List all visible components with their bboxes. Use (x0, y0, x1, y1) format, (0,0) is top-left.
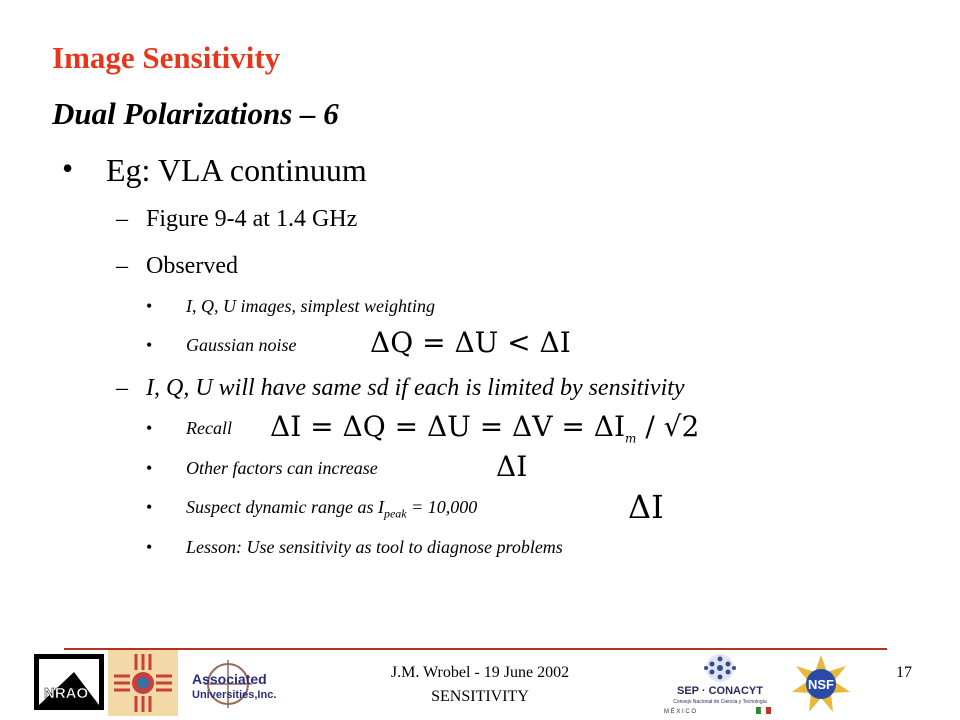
bullet-marker: • (146, 335, 153, 355)
equation-delta-i-large: ΔI (628, 488, 664, 526)
sub-bullet-sd (146, 375, 685, 402)
sub-bullet-figure: Figure 9-4 at 1.4 GHz (146, 206, 358, 232)
bullet-marker: • (146, 296, 153, 316)
nsf-logo (790, 654, 852, 714)
equation-recall-main: ΔI = ΔQ = ΔU = ΔV = ΔI (270, 410, 626, 443)
sd-stokes: I, Q, U will have same sd if each is limited by sensitivity (146, 375, 685, 401)
mexico-text: M É X I C O (664, 709, 697, 715)
other-factors-label: Other factors can increase (186, 458, 378, 478)
nrao-text: NRAO (44, 685, 89, 702)
bullet-marker: • (62, 150, 74, 186)
conacyt-subtext: Consejo Nacional de Ciencia y Tecnología (673, 699, 767, 705)
bullet-marker: • (146, 458, 153, 478)
observed-item-images: I, Q, U images, simplest weighting (186, 296, 435, 316)
aui-text-1: Associated (192, 671, 267, 687)
dash-marker: – (116, 253, 128, 279)
bullet-marker: • (146, 497, 153, 517)
equation-recall-sub: m (625, 431, 637, 446)
bullet-marker: • (146, 537, 153, 557)
aui-text-2: Universities,Inc. (192, 689, 277, 701)
aui-logo (186, 660, 296, 710)
slide-title: Image Sensitivity (52, 40, 281, 75)
conacyt-logo (660, 650, 780, 716)
dynamic-range-sub: peak (383, 506, 407, 521)
dynamic-range-pre: Suspect dynamic range as I (186, 497, 384, 517)
page-number: 17 (896, 664, 912, 681)
dash-marker: – (116, 206, 128, 232)
dynamic-range-label (186, 497, 477, 522)
equation-delta-i: ΔI (496, 450, 528, 483)
zia-emblem-logo (108, 650, 178, 716)
recall-label: Recall (186, 418, 232, 438)
dash-marker: – (116, 375, 128, 401)
footer-topic: SENSITIVITY (431, 688, 529, 705)
equation-noise: ΔQ = ΔU < ΔI (370, 326, 571, 359)
lesson-label: Lesson: Use sensitivity as tool to diagnose problems (186, 537, 563, 557)
nsf-text: NSF (808, 677, 834, 692)
slide-subtitle: Dual Polarizations – 6 (52, 96, 339, 131)
nrao-logo (34, 654, 104, 710)
footer-author-date: J.M. Wrobel - 19 June 2002 (390, 664, 570, 681)
bullet-main: Eg: VLA continuum (106, 152, 367, 188)
observed-item-noise: Gaussian noise (186, 335, 297, 355)
equation-recall (270, 410, 699, 446)
equation-recall-tail: / √2 (645, 410, 700, 443)
sub-bullet-observed: Observed (146, 253, 238, 279)
bullet-marker: • (146, 418, 153, 438)
dynamic-range-post: = 10,000 (411, 497, 478, 517)
conacyt-text: SEP · CONACYT (677, 685, 763, 697)
